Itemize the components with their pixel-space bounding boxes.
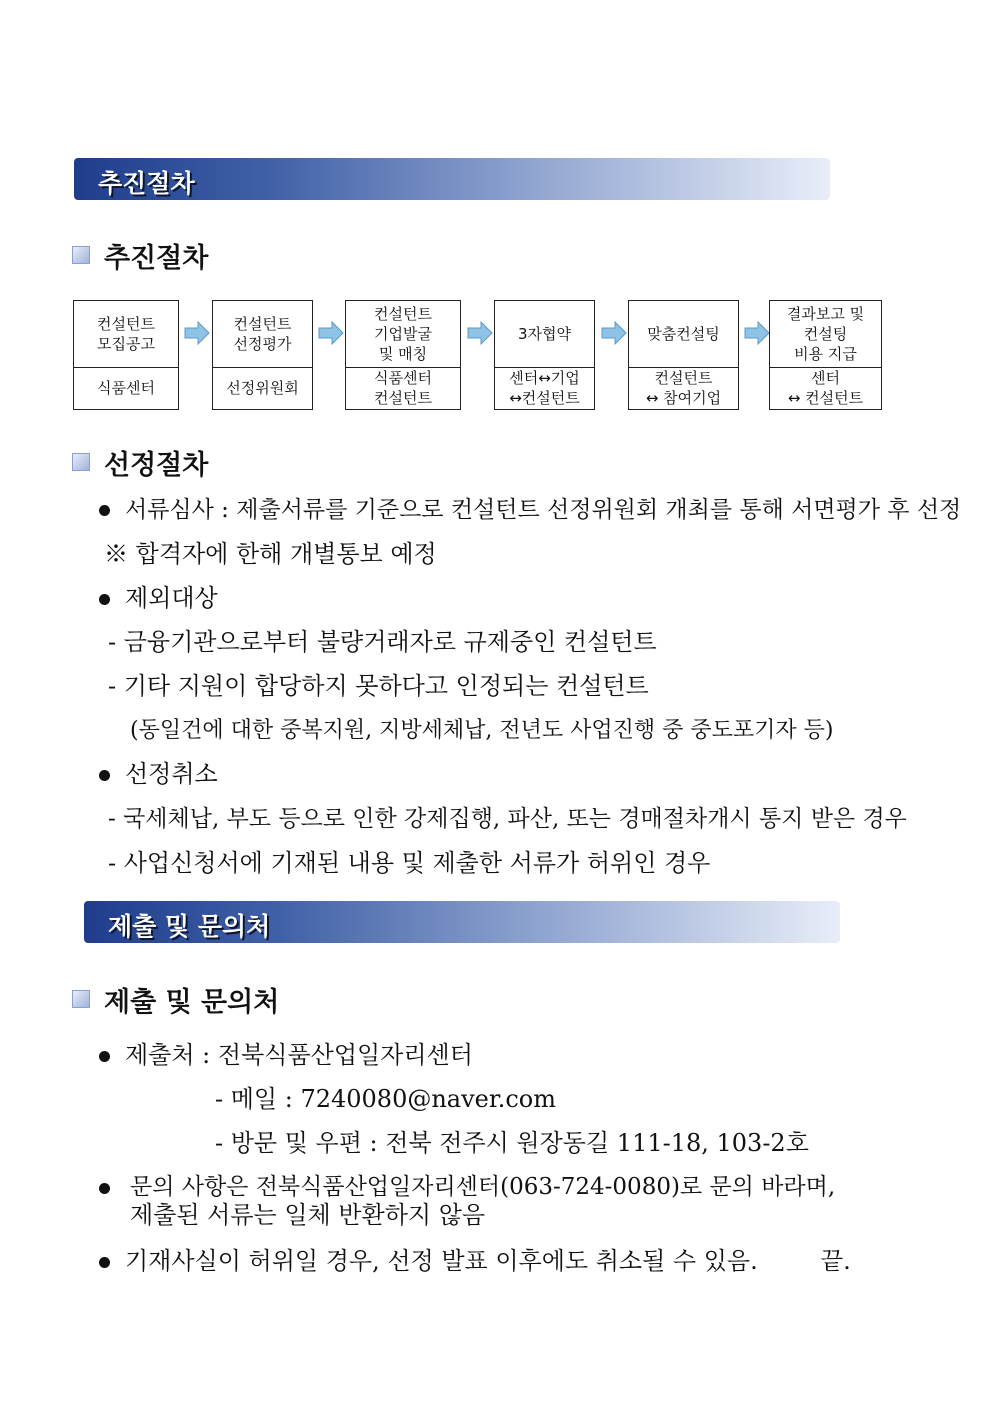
cancel-item: - 사업신청서에 기재된 내용 및 제출한 서류가 허위인 경우 (108, 849, 711, 877)
arrow-right-icon (743, 321, 771, 345)
arrow-right-icon (466, 321, 494, 345)
section-banner-contact (84, 901, 840, 943)
process-step-title: 컨설턴트 선정평가 (213, 301, 312, 368)
arrow-right-icon (183, 321, 211, 345)
process-step-owner: 센터↔기업 ↔컨설턴트 (509, 369, 580, 407)
subheading-text: 추진절차 (104, 243, 209, 274)
square-bullet-icon (72, 453, 90, 471)
end-mark: 끝. (820, 1247, 851, 1275)
subheading-text: 선정절차 (104, 450, 209, 481)
section-banner-title: 제출 및 문의처 (108, 912, 271, 941)
arrow-right-icon (600, 321, 628, 345)
subheading-text: 제출 및 문의처 (104, 987, 280, 1018)
section-banner-title: 추진절차 (98, 169, 195, 198)
submit-to-text: 제출처 : 전북식품산업일자리센터 (125, 1041, 473, 1069)
exclusion-item: - 기타 지원이 합당하지 못하다고 인정되는 컨설턴트 (108, 672, 649, 700)
process-step-title: 맞춤컨설팅 (629, 301, 738, 368)
mail-text: - 메일 : 7240080@naver.com (215, 1085, 556, 1113)
process-step-owner: 선정위원회 (226, 379, 299, 397)
process-step-2 (212, 300, 313, 410)
bullet-dot-icon (99, 770, 110, 781)
process-step-4 (494, 300, 595, 410)
bullet-dot-icon (99, 1257, 110, 1268)
process-step-title: 컨설턴트 기업발굴 및 매칭 (346, 301, 460, 368)
process-step-owner: 컨설턴트 ↔ 참여기업 (645, 369, 722, 407)
exclusion-detail: (동일건에 대한 중복지원, 지방세체납, 전년도 사업진행 중 중도포기자 등) (130, 718, 834, 743)
note-text: ※ 합격자에 한해 개별통보 예정 (104, 540, 437, 568)
bullet-dot-icon (99, 505, 110, 516)
doc-review-text: 서류심사 : 제출서류를 기준으로 컨설턴트 선정위원회 개최를 통해 서면평가 후 선정 (125, 497, 962, 523)
cancel-title: 선정취소 (125, 760, 218, 788)
process-step-5 (628, 300, 739, 410)
process-step-3 (345, 300, 461, 410)
process-step-owner: 식품센터 (97, 379, 155, 397)
process-step-title: 컨설턴트 모집공고 (74, 301, 178, 368)
process-step-owner: 센터 ↔ 컨설턴트 (787, 369, 864, 407)
process-step-1 (73, 300, 179, 410)
arrow-right-icon (317, 321, 345, 345)
square-bullet-icon (72, 990, 90, 1008)
inquiry-text: 제출된 서류는 일체 반환하지 않음 (130, 1201, 486, 1229)
process-step-owner: 식품센터 컨설턴트 (374, 369, 432, 407)
process-step-title: 3자협약 (495, 301, 594, 368)
process-step-6 (769, 300, 882, 410)
section-banner-procedure (74, 158, 830, 200)
false-info-text: 기재사실이 허위일 경우, 선정 발표 이후에도 취소될 수 있음. (125, 1247, 758, 1275)
cancel-item: - 국세체납, 부도 등으로 인한 강제집행, 파산, 또는 경매절차개시 통지 받은 경우 (108, 806, 907, 832)
visit-text: - 방문 및 우편 : 전북 전주시 원장동길 111-18, 103-2호 (215, 1129, 809, 1157)
bullet-dot-icon (99, 1051, 110, 1062)
exclusion-title: 제외대상 (125, 584, 218, 612)
inquiry-text: 문의 사항은 전북식품산업일자리센터(063-724-0080)로 문의 바라며, (130, 1174, 836, 1200)
exclusion-item: - 금융기관으로부터 불량거래자로 규제중인 컨설턴트 (108, 628, 657, 656)
bullet-dot-icon (99, 1183, 110, 1194)
process-step-title: 결과보고 및 컨설팅 비용 지급 (770, 301, 881, 368)
bullet-dot-icon (99, 594, 110, 605)
square-bullet-icon (72, 246, 90, 264)
